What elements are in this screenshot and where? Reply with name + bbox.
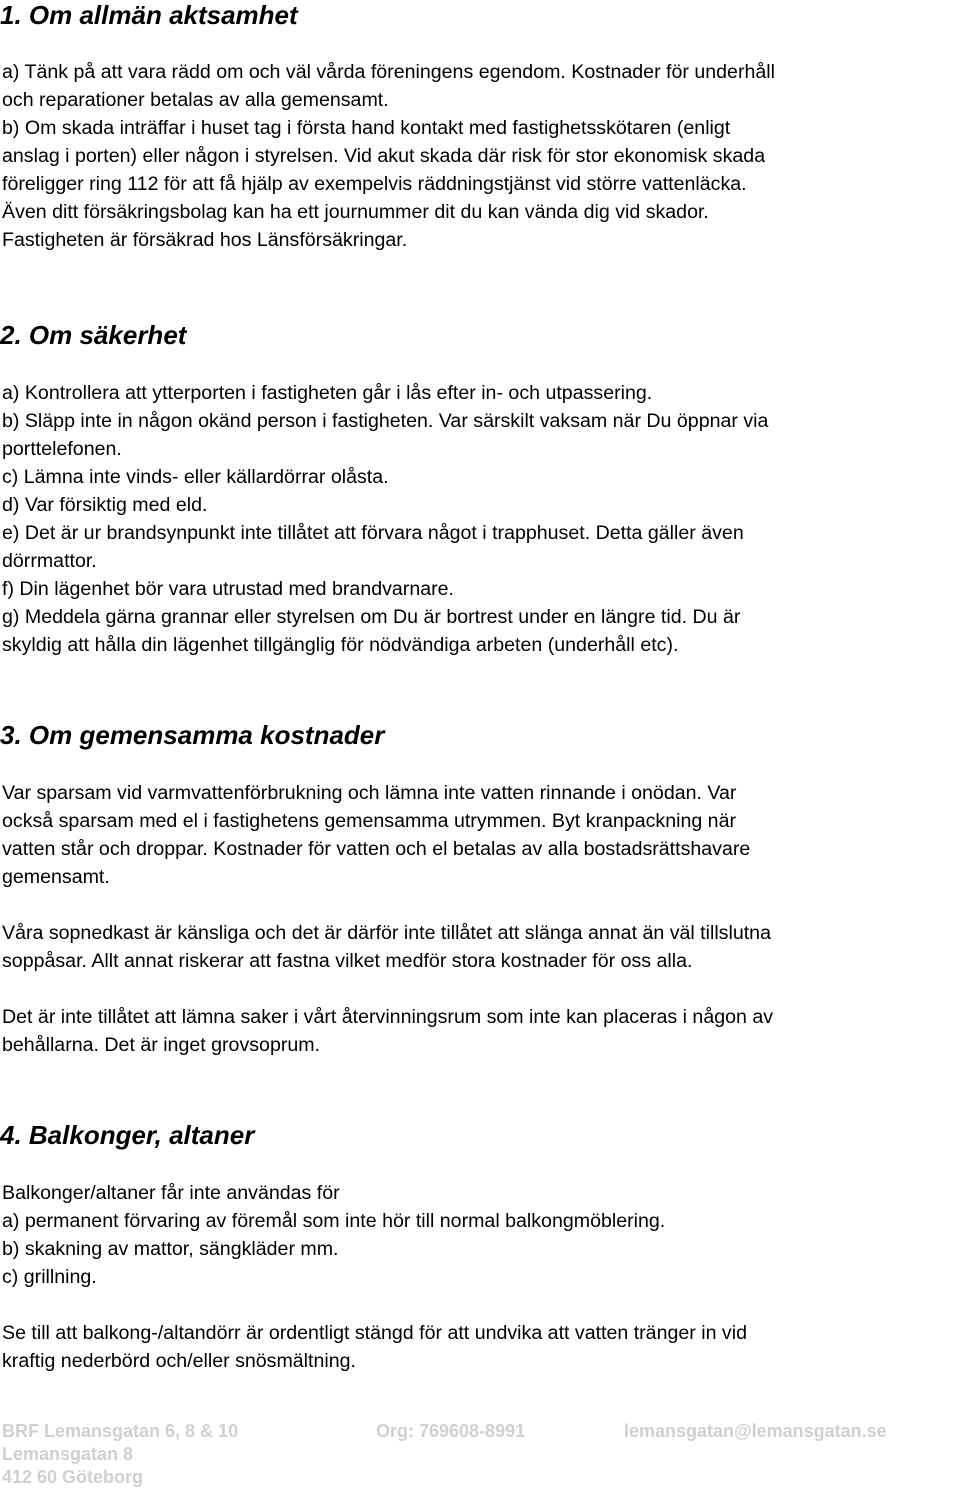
section-4-paragraph-1 [2, 1179, 958, 1291]
footer-postal: 412 60 Göteborg [2, 1467, 144, 1487]
section-3-heading: 3. Om gemensamma kostnader [0, 720, 385, 750]
section-1-body [2, 58, 958, 254]
section-2-heading: 2. Om säkerhet [0, 320, 187, 350]
text-line: Det är inte tillåtet att lämna saker i vårt återvinningsrum som inte kan placeras i någon av [2, 1006, 774, 1028]
text-line: a) Kontrollera att ytterporten i fastigheten går i lås efter in- och utpassering. [2, 382, 653, 404]
section-3-paragraph-1 [2, 779, 958, 891]
text-line: g) Meddela gärna grannar eller styrelsen om Du är bortrest under en längre tid. Du är [2, 606, 741, 628]
text-line: Fastigheten är försäkrad hos Länsförsäkringar. [2, 229, 408, 251]
text-line: anslag i porten) eller någon i styrelsen. Vid akut skada där risk för stor ekonomisk skada [2, 145, 766, 167]
text-line: soppåsar. Allt annat riskerar att fastna vilket medför stora kostnader för oss alla. [2, 950, 693, 972]
text-line: a) permanent förvaring av föremål som inte hör till normal balkongmöblering. [2, 1210, 666, 1232]
text-line: Balkonger/altaner får inte användas för [2, 1182, 340, 1204]
page-footer [2, 1420, 958, 1492]
section-4-paragraph-2 [2, 1319, 958, 1375]
text-line: b) Släpp inte in någon okänd person i fastigheten. Var särskilt vaksam när Du öppnar via [2, 410, 769, 432]
section-1-heading: 1. Om allmän aktsamhet [0, 0, 298, 30]
text-line: Var sparsam vid varmvattenförbrukning och lämna inte vatten rinnande i onödan. Var [2, 782, 737, 804]
footer-street: Lemansgatan 8 [2, 1444, 134, 1464]
section-2-body [2, 379, 958, 659]
text-line: och reparationer betalas av alla gemensamt. [2, 89, 389, 111]
text-line: gemensamt. [2, 866, 110, 888]
text-line: porttelefonen. [2, 438, 122, 460]
text-line: b) Om skada inträffar i huset tag i första hand kontakt med fastighetsskötaren (enligt [2, 117, 731, 139]
text-line: e) Det är ur brandsynpunkt inte tillåtet att förvara något i trapphuset. Detta gäller även [2, 522, 744, 544]
text-line: f) Din lägenhet bör vara utrustad med brandvarnare. [2, 578, 454, 600]
text-line: dörrmattor. [2, 550, 97, 572]
text-line: Se till att balkong-/altandörr är ordentligt stängd för att undvika att vatten tränger in vid [2, 1322, 747, 1344]
section-3-paragraph-2 [2, 919, 958, 975]
text-line: behållarna. Det är inget grovsoprum. [2, 1034, 321, 1056]
text-line: a) Tänk på att vara rädd om och väl vårda föreningens egendom. Kostnader för underhåll [2, 61, 775, 83]
text-line: Våra sopnedkast är känsliga och det är därför inte tillåtet att slänga annat än väl tillslutna [2, 922, 771, 944]
text-line: skyldig att hålla din lägenhet tillgänglig för nödvändiga arbeten (underhåll etc). [2, 634, 679, 656]
text-line: också sparsam med el i fastighetens gemensamma utrymmen. Byt kranpackning när [2, 810, 737, 832]
text-line: Även ditt försäkringsbolag kan ha ett journummer dit du kan vända dig vid skador. [2, 201, 709, 223]
section-3-paragraph-3 [2, 1003, 958, 1059]
footer-org-number: Org: 769608-8991 [376, 1421, 526, 1441]
text-line: vatten står och droppar. Kostnader för vatten och el betalas av alla bostadsrättshavare [2, 838, 751, 860]
text-line: kraftig nederbörd och/eller snösmältning. [2, 1350, 356, 1372]
text-line: föreligger ring 112 för att få hjälp av exempelvis räddningstjänst vid större vattenläcka. [2, 173, 747, 195]
text-line: b) skakning av mattor, sängkläder mm. [2, 1238, 339, 1260]
text-line: d) Var försiktig med eld. [2, 494, 208, 516]
text-line: c) Lämna inte vinds- eller källardörrar olåsta. [2, 466, 389, 488]
footer-email: lemansgatan@lemansgatan.se [624, 1421, 887, 1441]
text-line: c) grillning. [2, 1266, 97, 1288]
section-4-heading: 4. Balkonger, altaner [0, 1120, 255, 1150]
footer-org-name: BRF Lemansgatan 6, 8 & 10 [2, 1421, 239, 1441]
